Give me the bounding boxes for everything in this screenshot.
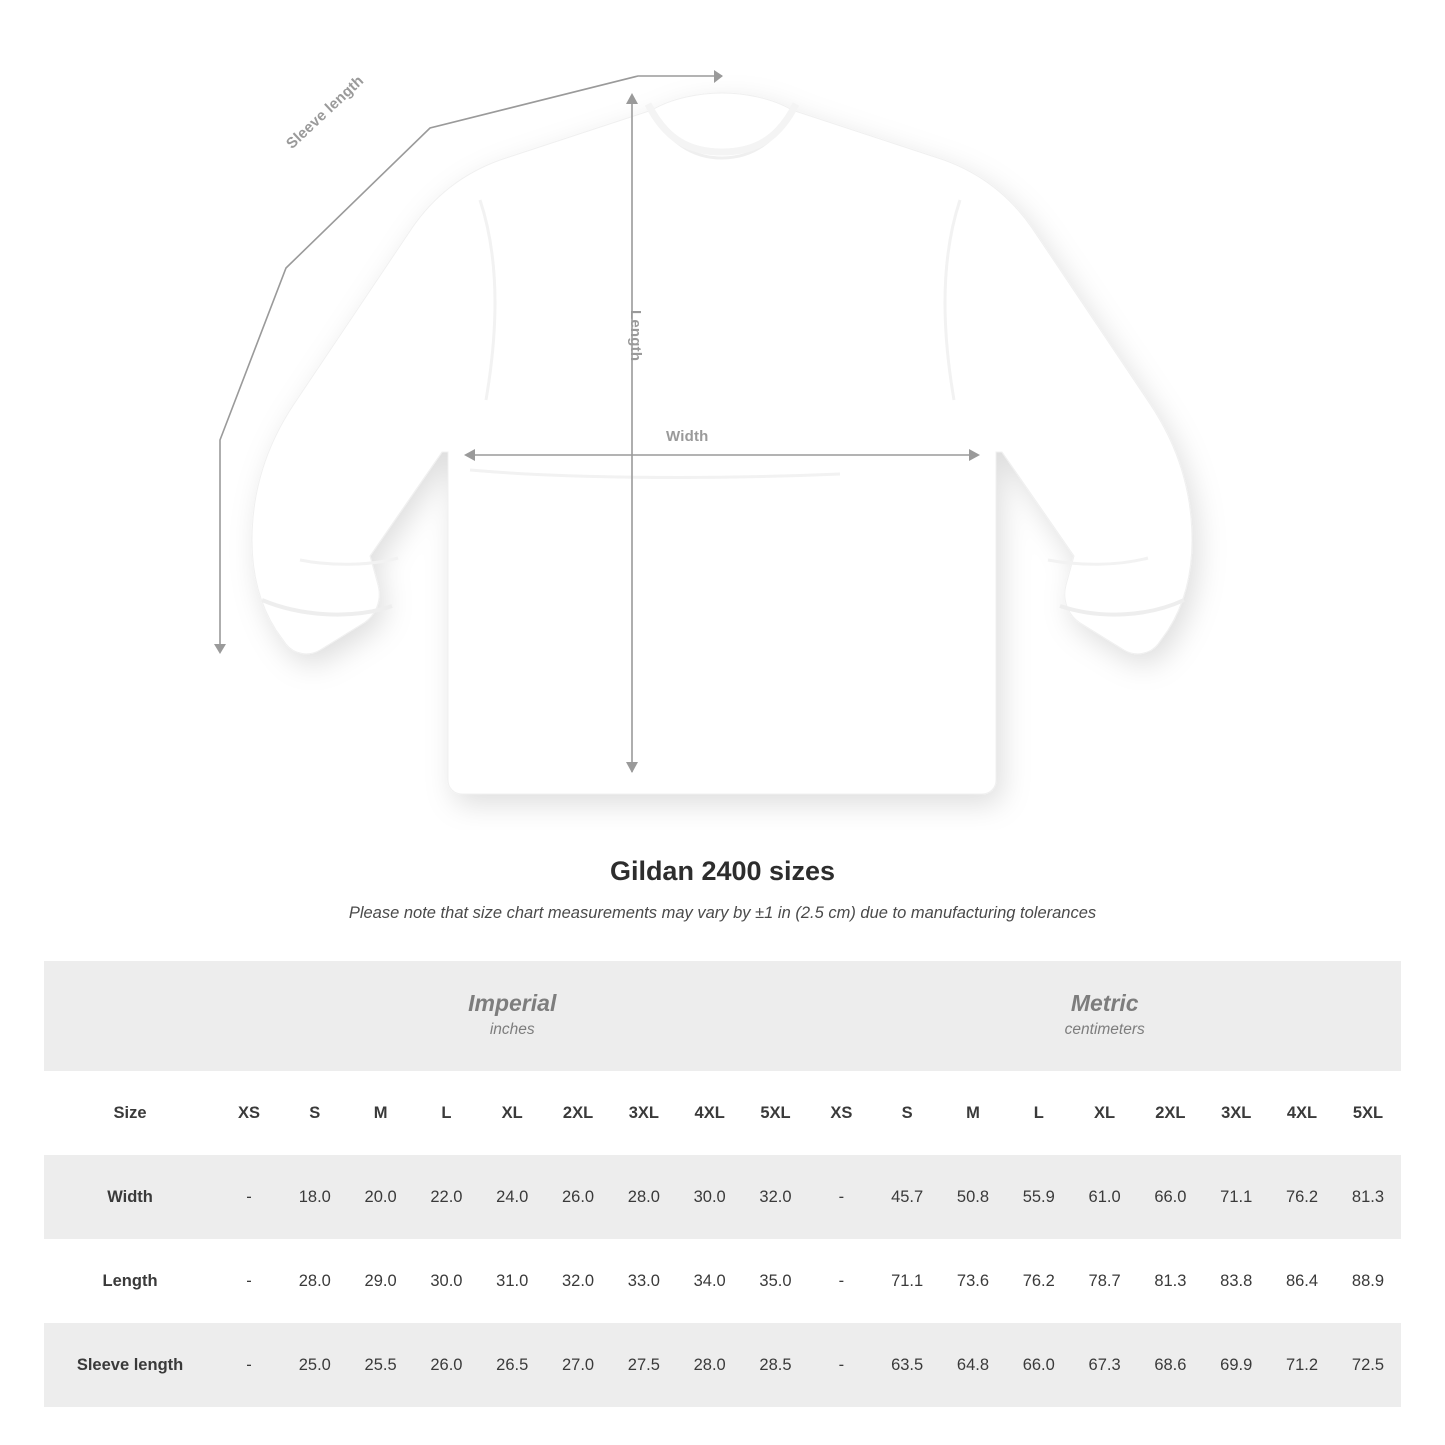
cell-metric: 81.3 [1137, 1239, 1203, 1323]
cell-imperial: 18.0 [282, 1155, 348, 1239]
size-header-cell: 5XL [1335, 1071, 1401, 1155]
shirt-shape [252, 93, 1192, 794]
unit-header-imperial [216, 961, 808, 1071]
size-header-cell: S [282, 1071, 348, 1155]
cell-imperial: 29.0 [348, 1239, 414, 1323]
row-label: Sleeve length [44, 1323, 216, 1407]
cell-imperial: 35.0 [743, 1239, 809, 1323]
cell-imperial: - [216, 1239, 282, 1323]
size-header-cell: 3XL [1203, 1071, 1269, 1155]
size-header-cell: XS [808, 1071, 874, 1155]
cell-metric: - [808, 1239, 874, 1323]
title-block [0, 856, 1445, 923]
cell-imperial: 25.5 [348, 1323, 414, 1407]
cell-imperial: 25.0 [282, 1323, 348, 1407]
unit-header-spacer [44, 961, 216, 1071]
size-header-cell: 3XL [611, 1071, 677, 1155]
size-table-wrapper [44, 961, 1401, 1407]
row-label: Length [44, 1239, 216, 1323]
unit-sub-imperial: inches [489, 1020, 535, 1038]
cell-metric: - [808, 1155, 874, 1239]
size-header-cell: XS [216, 1071, 282, 1155]
cell-imperial: 32.0 [743, 1155, 809, 1239]
unit-sub-metric: centimeters [1064, 1020, 1145, 1038]
size-header-cell: L [1006, 1071, 1072, 1155]
size-header-cell: M [348, 1071, 414, 1155]
cell-imperial: 26.0 [545, 1155, 611, 1239]
cell-metric: 71.2 [1269, 1323, 1335, 1407]
cell-metric: 86.4 [1269, 1239, 1335, 1323]
size-header-cell: 2XL [545, 1071, 611, 1155]
cell-metric: 76.2 [1006, 1239, 1072, 1323]
cell-imperial: 28.0 [282, 1239, 348, 1323]
cell-metric: 71.1 [874, 1239, 940, 1323]
cell-imperial: 28.5 [743, 1323, 809, 1407]
unit-header-row [44, 961, 1401, 1071]
cell-imperial: 33.0 [611, 1239, 677, 1323]
cell-metric: 61.0 [1072, 1155, 1138, 1239]
unit-header-metric [808, 961, 1401, 1071]
sleeve-length-label: Sleeve length [283, 72, 368, 153]
row-label-size: Size [44, 1071, 216, 1155]
table-row [44, 1155, 1401, 1239]
cell-imperial: 26.5 [479, 1323, 545, 1407]
cell-imperial: 27.0 [545, 1323, 611, 1407]
cell-metric: 64.8 [940, 1323, 1006, 1407]
cell-metric: 50.8 [940, 1155, 1006, 1239]
size-header-cell: XL [1072, 1071, 1138, 1155]
cell-imperial: 26.0 [414, 1323, 480, 1407]
table-row [44, 1239, 1401, 1323]
size-header-cell: 2XL [1137, 1071, 1203, 1155]
size-header-cell: XL [479, 1071, 545, 1155]
cell-metric: 72.5 [1335, 1323, 1401, 1407]
unit-name-metric: Metric [1070, 990, 1139, 1017]
cell-imperial: 32.0 [545, 1239, 611, 1323]
cell-imperial: 30.0 [414, 1239, 480, 1323]
cell-metric: 71.1 [1203, 1155, 1269, 1239]
size-header-cell: M [940, 1071, 1006, 1155]
cell-imperial: 31.0 [479, 1239, 545, 1323]
cell-metric: 63.5 [874, 1323, 940, 1407]
cell-metric: 67.3 [1072, 1323, 1138, 1407]
size-header-cell: 4XL [1269, 1071, 1335, 1155]
cell-imperial: 28.0 [611, 1155, 677, 1239]
cell-imperial: 34.0 [677, 1239, 743, 1323]
cell-metric: 45.7 [874, 1155, 940, 1239]
cell-metric: - [808, 1323, 874, 1407]
cell-metric: 76.2 [1269, 1155, 1335, 1239]
page-title: Gildan 2400 sizes [609, 856, 836, 886]
width-label: Width [666, 428, 709, 445]
cell-metric: 73.6 [940, 1239, 1006, 1323]
cell-imperial: - [216, 1323, 282, 1407]
size-header-cell: 5XL [743, 1071, 809, 1155]
size-header-cell: L [414, 1071, 480, 1155]
size-header-cell: 4XL [677, 1071, 743, 1155]
cell-metric: 69.9 [1203, 1323, 1269, 1407]
cell-metric: 88.9 [1335, 1239, 1401, 1323]
cell-imperial: 20.0 [348, 1155, 414, 1239]
unit-name-imperial: Imperial [468, 990, 557, 1017]
cell-metric: 81.3 [1335, 1155, 1401, 1239]
cell-metric: 68.6 [1137, 1323, 1203, 1407]
table-row [44, 1323, 1401, 1407]
tolerance-note: Please note that size chart measurements may vary by ±1 in (2.5 cm) due to manufacturing tolerances [348, 904, 1097, 922]
row-label: Width [44, 1155, 216, 1239]
cell-imperial: 28.0 [677, 1323, 743, 1407]
size-header-cell: S [874, 1071, 940, 1155]
size-chart-table [44, 961, 1401, 1407]
cell-metric: 66.0 [1137, 1155, 1203, 1239]
size-header-row [44, 1071, 1401, 1155]
cell-metric: 55.9 [1006, 1155, 1072, 1239]
cell-metric: 66.0 [1006, 1323, 1072, 1407]
length-label: Length [627, 310, 644, 362]
cell-imperial: 24.0 [479, 1155, 545, 1239]
cell-metric: 78.7 [1072, 1239, 1138, 1323]
cell-imperial: 30.0 [677, 1155, 743, 1239]
cell-imperial: 22.0 [414, 1155, 480, 1239]
cell-metric: 83.8 [1203, 1239, 1269, 1323]
cell-imperial: - [216, 1155, 282, 1239]
cell-imperial: 27.5 [611, 1323, 677, 1407]
